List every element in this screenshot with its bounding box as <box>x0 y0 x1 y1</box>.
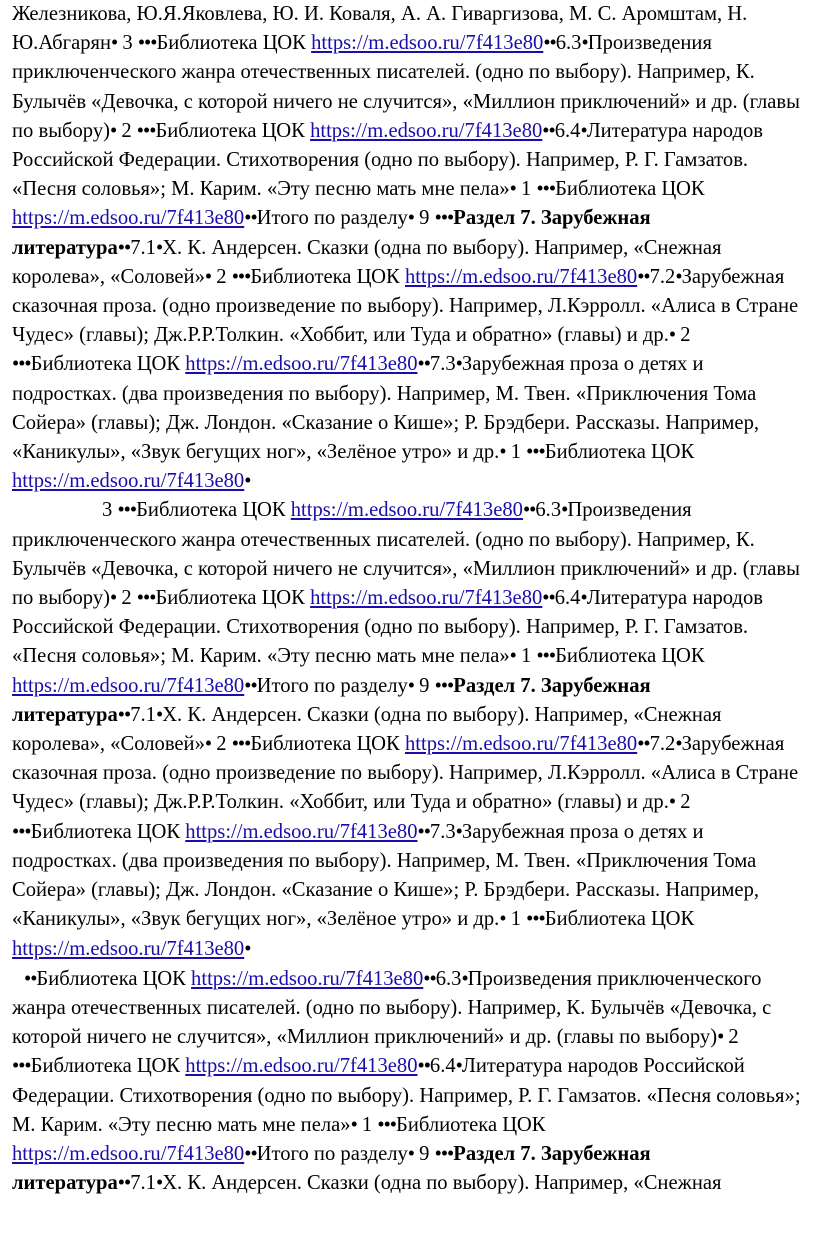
bullet-separator: •• <box>117 1172 131 1195</box>
text-run: Библиотека ЦОК <box>544 441 695 464</box>
bullet-separator: • <box>455 353 462 376</box>
text-run: Библиотека ЦОК <box>555 178 705 201</box>
text-run: Библиотека ЦОК <box>250 733 405 756</box>
bullet-separator: • <box>675 733 682 756</box>
text-run: 9 <box>414 674 435 697</box>
bullet-separator: • <box>675 265 682 288</box>
text-run: 1 <box>505 441 527 464</box>
bullet-separator: ••• <box>526 908 545 931</box>
resource-link[interactable]: https://m.edsoo.ru/7f413e80 <box>185 1055 418 1078</box>
bullet-separator: ••• <box>136 119 156 142</box>
resource-link[interactable]: https://m.edsoo.ru/7f413e80 <box>311 32 544 55</box>
bullet-separator: ••• <box>12 353 31 376</box>
bullet-separator: • <box>509 645 516 668</box>
bullet-separator: • <box>109 119 117 142</box>
text-run: Библиотека ЦОК <box>155 587 311 610</box>
text-run: 2 <box>116 587 137 610</box>
text-run: Зарубежная сказочная проза. (одно произведение по выбору). Например, Л.Кэрролл. «Алиса в Стране Чудес» (главы); Дж.Р.Р.Толкин. «Хоббит, или Туда и обратно» (главы) и др. <box>12 733 799 814</box>
bullet-separator: •• <box>417 820 430 843</box>
text-run: Итого по разделу <box>256 1142 408 1165</box>
bullet-separator: • <box>155 1172 163 1195</box>
text-run: Произведения приключенческого жанра отечественных писателей. (одно по выбору). Например, К. Булычёв «Девочка, с которой ничего не случится», «Миллион приключений» и др. (главы по выбору) <box>12 32 800 142</box>
text-run: 7.1 <box>130 703 156 726</box>
bullet-separator: ••• <box>137 32 157 55</box>
text-run: Итого по разделу <box>256 674 408 697</box>
bullet-separator: • <box>461 967 468 990</box>
text-run: Литература народов Российской Федерации. Стихотворения (одно по выбору). Например, Р. Г. Гамзатов. «Песня соловья»; М. Карим. «Эту песню мать мне пела» <box>12 587 763 668</box>
bullet-separator: •• <box>637 733 650 756</box>
bullet-separator: ••• <box>12 820 31 843</box>
bullet-separator: ••• <box>526 441 545 464</box>
resource-link[interactable]: https://m.edsoo.ru/7f413e80 <box>12 207 245 230</box>
bullet-separator: ••• <box>117 499 137 522</box>
bullet-separator: ••• <box>434 674 454 697</box>
paragraph-3 <box>12 965 804 1199</box>
text-run: 6.3 <box>535 499 562 522</box>
text-run: 9 <box>414 1142 435 1165</box>
text-run: Библиотека ЦОК <box>36 967 192 990</box>
text-run: 2 <box>675 324 691 347</box>
text-run: Библиотека ЦОК <box>396 1113 546 1136</box>
bullet-separator: • <box>407 1142 415 1165</box>
text-run: 6.3 <box>555 32 582 55</box>
text-run: 3 <box>102 499 118 522</box>
bullet-separator: • <box>155 236 163 259</box>
bullet-separator: •• <box>417 353 430 376</box>
bullet-separator: •• <box>543 32 556 55</box>
text-run: Библиотека ЦОК <box>30 353 186 376</box>
text-run: Зарубежная проза о детях и подростках. (два произведения по выбору). Например, М. Твен. «Приключения Тома Сойера» (главы); Дж. Лондон. «Сказание о Кише»; Р. Брэдбери. Рассказы. Например, «Каникулы», «Звук бегущих ног», «Зелёное утро» и др. <box>12 353 760 464</box>
bullet-separator: •• <box>417 1055 430 1078</box>
resource-link[interactable]: https://m.edsoo.ru/7f413e80 <box>404 265 638 288</box>
bullet-separator: •• <box>244 674 257 697</box>
bullet-separator: • <box>244 937 251 960</box>
text-run: Железникова, Ю.Я.Яковлева, Ю. И. Коваля, А. А. Гиваргизова, М. С. Аромштам, Н. Ю.Абгарян <box>12 3 748 55</box>
text-run: 6.4 <box>554 587 581 610</box>
bullet-separator: ••• <box>231 733 251 756</box>
resource-link[interactable]: https://m.edsoo.ru/7f413e80 <box>12 937 245 960</box>
text-run: 7.1 <box>130 1172 156 1195</box>
resource-link[interactable]: https://m.edsoo.ru/7f413e80 <box>185 353 418 376</box>
text-run: Библиотека ЦОК <box>155 119 311 142</box>
text-run: 2 <box>116 119 137 142</box>
text-run: 2 <box>211 733 232 756</box>
text-run: Библиотека ЦОК <box>156 32 312 55</box>
text-run: 2 <box>723 1026 739 1049</box>
text-run: Итого по разделу <box>256 207 408 230</box>
section-heading: Раздел 7. Зарубежная литература <box>12 207 651 259</box>
text-run: 1 <box>356 1113 378 1136</box>
text-run: Х. К. Андерсен. Сказки (одна по выбору). Например, «Снежная королева», «Соловей» <box>12 236 722 288</box>
text-run: Библиотека ЦОК <box>136 499 291 522</box>
bullet-separator: • <box>204 733 212 756</box>
bullet-separator: • <box>580 119 587 142</box>
text-run: 1 <box>515 178 537 201</box>
paragraph-2 <box>12 496 804 963</box>
bullet-separator: •• <box>542 587 555 610</box>
bullet-separator: • <box>668 324 676 347</box>
resource-link[interactable]: https://m.edsoo.ru/7f413e80 <box>191 967 424 990</box>
bullet-separator: • <box>717 1026 724 1049</box>
bullet-separator: •• <box>522 499 536 522</box>
text-run: 2 <box>211 265 232 288</box>
text-run: Зарубежная сказочная проза. (одно произведение по выбору). Например, Л.Кэрролл. «Алиса в Стране Чудес» (главы); Дж.Р.Р.Толкин. «Хоббит, или Туда и обратно» (главы) и др. <box>12 265 799 347</box>
text-run: Библиотека ЦОК <box>250 265 405 288</box>
text-run: 1 <box>505 908 527 931</box>
section-heading: Раздел 7. Зарубежная литература <box>12 674 651 726</box>
bullet-separator: ••• <box>536 178 556 201</box>
bullet-separator: • <box>204 265 212 288</box>
text-run: 9 <box>414 207 435 230</box>
text-run: 6.4 <box>554 119 581 142</box>
resource-link[interactable]: https://m.edsoo.ru/7f413e80 <box>12 674 245 697</box>
text-run: Библиотека ЦОК <box>544 908 695 931</box>
text-run: Библиотека ЦОК <box>555 645 705 668</box>
text-run: Х. К. Андерсен. Сказки (одна по выбору). Например, «Снежная <box>162 1172 722 1195</box>
bullet-separator: • <box>499 441 506 464</box>
text-run: Литература народов Российской Федерации. Стихотворения (одно по выбору). Например, Р. Г. Гамзатов. «Песня соловья»; М. Карим. «Эту песню мать мне пела» <box>12 119 763 201</box>
bullet-separator: ••• <box>12 1055 31 1078</box>
text-run: Библиотека ЦОК <box>30 1055 186 1078</box>
bullet-separator: ••• <box>231 265 251 288</box>
bullet-separator: • <box>455 1055 462 1078</box>
resource-link[interactable]: https://m.edsoo.ru/7f413e80 <box>185 820 418 843</box>
bullet-separator: • <box>668 791 676 814</box>
bullet-separator: •• <box>117 703 131 726</box>
bullet-separator: • <box>455 820 462 843</box>
bullet-separator: • <box>581 32 588 55</box>
text-run: 7.3 <box>429 820 456 843</box>
bullet-separator: • <box>509 178 516 201</box>
text-run: 6.3 <box>435 967 462 990</box>
text-run: 3 <box>117 32 138 55</box>
bullet-separator: •• <box>423 967 436 990</box>
text-run: 2 <box>675 791 691 814</box>
resource-link[interactable]: https://m.edsoo.ru/7f413e80 <box>12 1142 245 1165</box>
text-run: Х. К. Андерсен. Сказки (одна по выбору). Например, «Снежная королева», «Соловей» <box>12 703 722 756</box>
bullet-separator: •• <box>24 967 37 990</box>
bullet-separator: •• <box>117 236 131 259</box>
bullet-separator: • <box>244 470 251 493</box>
bullet-separator: • <box>499 908 506 931</box>
resource-link[interactable]: https://m.edsoo.ru/7f413e80 <box>310 587 543 610</box>
text-run: Библиотека ЦОК <box>30 820 186 843</box>
bullet-separator: • <box>109 587 117 610</box>
text-run: 6.4 <box>429 1055 456 1078</box>
resource-link[interactable]: https://m.edsoo.ru/7f413e80 <box>404 733 638 756</box>
section-heading: Раздел 7. Зарубежная литература <box>12 1142 651 1195</box>
resource-link[interactable]: https://m.edsoo.ru/7f413e80 <box>12 470 245 493</box>
bullet-separator: ••• <box>377 1113 397 1136</box>
bullet-separator: •• <box>244 1142 257 1165</box>
bullet-separator: ••• <box>434 207 454 230</box>
text-run: Произведения приключенческого жанра отечественных писателей. (одно по выбору). Например, К. Булычёв «Девочка, с которой ничего не случится», «Миллион приключений» и др. (главы по выбору) <box>12 499 800 610</box>
bullet-separator: • <box>407 207 415 230</box>
text-run: Литература народов Российской Федерации. Стихотворения (одно по выбору). Например, Р. Г. Гамзатов. «Песня соловья»; М. Карим. «Эту песню мать мне пела» <box>12 1055 801 1136</box>
text-run: 7.1 <box>130 236 156 259</box>
bullet-separator: • <box>350 1113 357 1136</box>
bullet-separator: • <box>111 32 118 55</box>
paragraph-1 <box>12 0 804 496</box>
text-run: 7.2 <box>649 265 676 288</box>
bullet-separator: ••• <box>136 587 156 610</box>
bullet-separator: •• <box>244 207 257 230</box>
bullet-separator: •• <box>637 265 650 288</box>
bullet-separator: ••• <box>536 645 556 668</box>
bullet-separator: • <box>561 499 568 522</box>
text-run: Зарубежная проза о детях и подростках. (два произведения по выбору). Например, М. Твен. «Приключения Тома Сойера» (главы); Дж. Лондон. «Сказание о Кише»; Р. Брэдбери. Рассказы. Например, «Каникулы», «Звук бегущих ног», «Зелёное утро» и др. <box>12 820 760 931</box>
bullet-separator: ••• <box>434 1142 454 1165</box>
resource-link[interactable]: https://m.edsoo.ru/7f413e80 <box>290 499 523 522</box>
text-run: Произведения приключенческого жанра отечественных писателей. (одно по выбору). Например, К. Булычёв «Девочка, с которой ничего не случится», «Миллион приключений» и др. (главы по выбору) <box>12 967 772 1049</box>
bullet-separator: •• <box>542 119 555 142</box>
resource-link[interactable]: https://m.edsoo.ru/7f413e80 <box>310 119 543 142</box>
bullet-separator: • <box>580 587 587 610</box>
text-run: 7.3 <box>429 353 456 376</box>
bullet-separator: • <box>407 674 415 697</box>
bullet-separator: • <box>155 703 163 726</box>
text-run: 7.2 <box>649 733 676 756</box>
text-run: 1 <box>515 645 537 668</box>
